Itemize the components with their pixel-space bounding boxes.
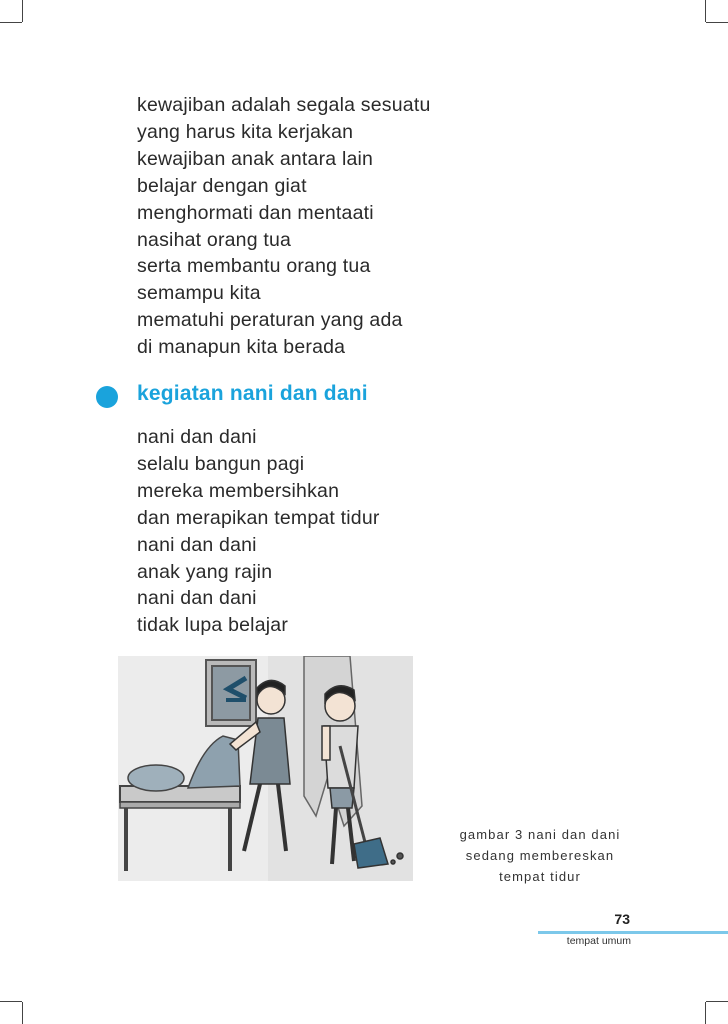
text-line: mereka membersihkan bbox=[137, 479, 340, 502]
text-line: kewajiban adalah segala sesuatu bbox=[137, 94, 431, 116]
crop-mark-bottom-right-v bbox=[705, 1002, 706, 1024]
text-line: di manapun kita berada bbox=[137, 336, 346, 359]
figure-caption bbox=[440, 824, 640, 887]
crop-mark-top-right-h bbox=[706, 22, 728, 23]
text-line: anak yang rajin bbox=[137, 560, 273, 583]
illustration-children-tidying-bed bbox=[118, 656, 413, 881]
paragraph-activities bbox=[137, 424, 380, 639]
crop-mark-top-left-v bbox=[22, 0, 23, 22]
text-line: yang harus kita kerjakan bbox=[137, 120, 354, 143]
caption-line: sedang membereskan bbox=[465, 848, 615, 863]
text-line: tidak lupa belajar bbox=[137, 614, 289, 637]
crop-mark-bottom-left-v bbox=[22, 1002, 23, 1024]
text-line: selalu bangun pagi bbox=[137, 452, 305, 475]
crop-mark-bottom-left-h bbox=[0, 1001, 22, 1002]
text-line: belajar dengan giat bbox=[137, 174, 307, 197]
text-line: serta membantu orang tua bbox=[137, 255, 371, 278]
text-line: mematuhi peraturan yang ada bbox=[137, 309, 403, 332]
text-line: nani dan dani bbox=[137, 533, 257, 556]
text-line: nani dan dani bbox=[137, 426, 257, 448]
section-bullet-icon bbox=[96, 386, 118, 408]
text-line: menghormati dan mentaati bbox=[137, 201, 374, 224]
paragraph-obligations bbox=[137, 92, 431, 361]
crop-mark-bottom-right-h bbox=[706, 1001, 728, 1002]
text-line: semampu kita bbox=[137, 282, 261, 305]
section-heading: kegiatan nani dan dani bbox=[137, 382, 368, 405]
text-line: dan merapikan tempat tidur bbox=[137, 506, 380, 529]
text-line: kewajiban anak antara lain bbox=[137, 147, 374, 170]
crop-mark-top-left-h bbox=[0, 22, 22, 23]
page-number: 73 bbox=[614, 911, 630, 927]
footer-chapter-label: tempat umum bbox=[566, 935, 631, 947]
text-line: nani dan dani bbox=[137, 587, 257, 610]
crop-mark-top-right-v bbox=[705, 0, 706, 22]
text-line: nasihat orang tua bbox=[137, 228, 292, 251]
caption-line: tempat tidur bbox=[499, 869, 581, 884]
footer-rule bbox=[538, 931, 728, 934]
caption-line: gambar 3 nani dan dani bbox=[459, 827, 621, 842]
